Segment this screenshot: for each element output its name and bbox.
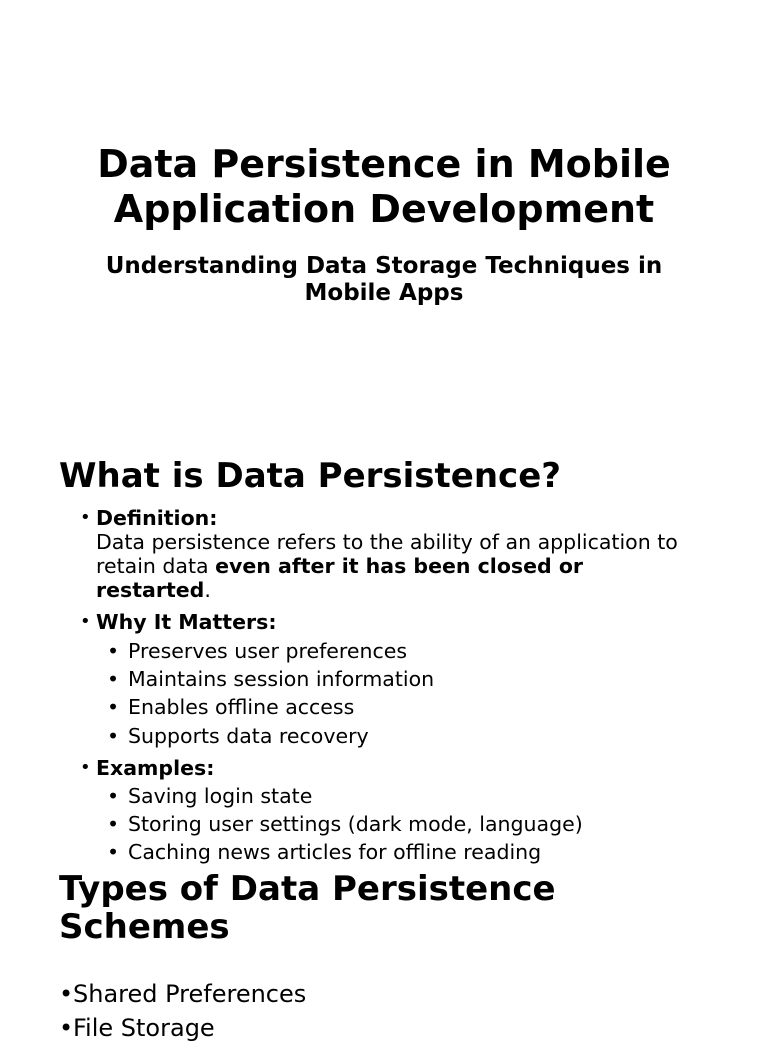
bullet-icon: • [107, 784, 120, 808]
bullet-icon: • [107, 695, 120, 719]
definition-text-plain: Data persistence refers to the ability of an application to retain data [96, 530, 678, 578]
definition-text [96, 530, 680, 602]
type-item: Shared Preferences [73, 980, 307, 1008]
bullet-icon: • [59, 980, 74, 1008]
definition-text-bold: even after it has been closed or restarted [96, 554, 584, 602]
bullet-icon: • [80, 611, 91, 632]
bullet-icon: • [107, 639, 120, 663]
section-heading-what-is: What is Data Persistence? [59, 456, 561, 496]
why-item: Supports data recovery [128, 724, 369, 748]
example-item: Storing user settings (dark mode, language) [128, 812, 583, 836]
definition-label: Definition: [96, 506, 218, 530]
bullet-icon: • [59, 1014, 74, 1042]
type-item: File Storage [73, 1014, 215, 1042]
example-item: Saving login state [128, 784, 313, 808]
bullet-icon: • [80, 757, 91, 778]
why-item: Preserves user preferences [128, 639, 408, 663]
why-item: Maintains session information [128, 667, 435, 691]
section-heading-types: Types of Data Persistence Schemes [59, 869, 556, 947]
example-item: Caching news articles for offline reading [128, 840, 542, 864]
page-title: Data Persistence in Mobile Application Development [97, 142, 671, 231]
definition-text-end: . [204, 578, 211, 602]
bullet-icon: • [107, 840, 120, 864]
bullet-icon: • [80, 507, 91, 528]
bullet-icon: • [107, 812, 120, 836]
page-subtitle: Understanding Data Storage Techniques in Mobile Apps [105, 253, 663, 306]
examples-label: Examples: [96, 756, 215, 780]
why-label: Why It Matters: [96, 610, 277, 634]
bullet-icon: • [107, 667, 120, 691]
bullet-icon: • [107, 724, 120, 748]
why-item: Enables offline access [128, 695, 355, 719]
